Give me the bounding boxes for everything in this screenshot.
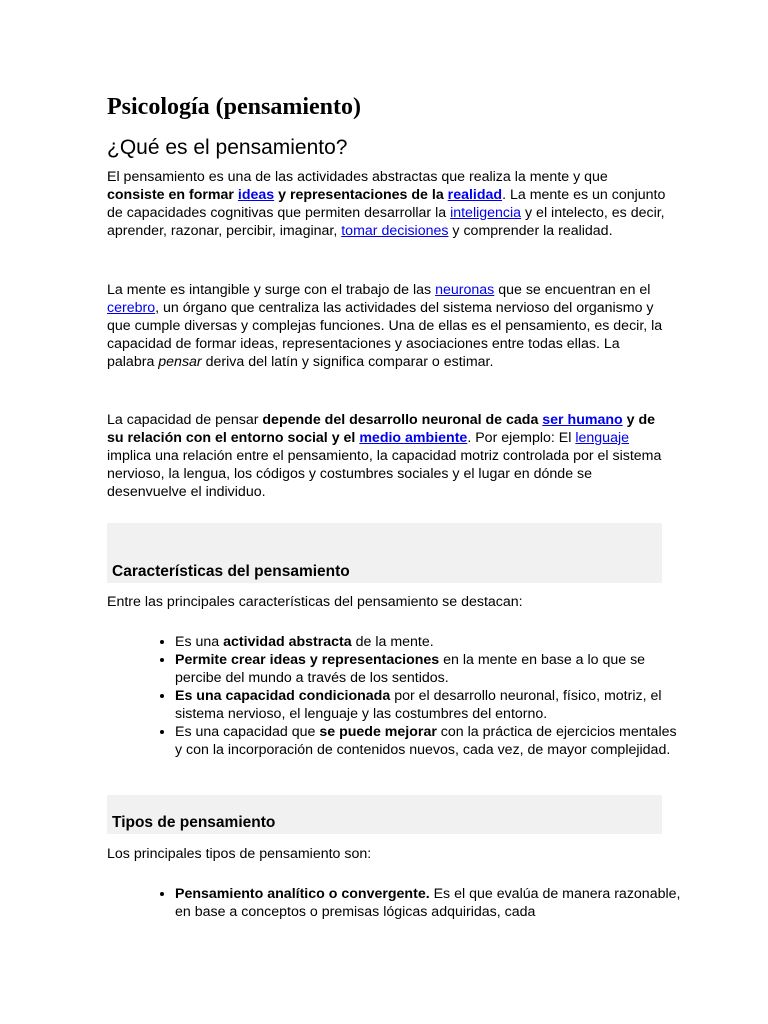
text: Es una capacidad que (175, 724, 320, 740)
text: y el intelecto, es decir, aprender, razonar, percibir, imaginar, (107, 205, 665, 239)
bold-text: Permite crear ideas y representaciones (175, 652, 440, 668)
link-cerebro[interactable]: cerebro (107, 300, 156, 316)
section-intro: Los principales tipos de pensamiento son: (107, 846, 372, 862)
text: La mente es intangible y surge con el trabajo de las (107, 282, 436, 298)
paragraph-definition (107, 168, 667, 240)
text: en la mente en base a lo que se percibe del mundo a través de los sentidos. (175, 652, 646, 686)
text: . Por ejemplo: El (467, 430, 576, 446)
text: y comprender la realidad. (448, 223, 613, 239)
text: por el desarrollo neuronal, físico, motriz, el sistema nervioso, el lenguaje y las costumbres del entorno. (175, 688, 662, 722)
document-title: Psicología (pensamiento) (107, 94, 361, 120)
link-medio-ambiente[interactable]: medio ambiente (359, 430, 468, 446)
text: La capacidad de pensar (107, 412, 263, 428)
link-tomar-decisiones[interactable]: tomar decisiones (341, 223, 449, 239)
section-intro: Entre las principales características del pensamiento se destacan: (107, 594, 523, 610)
list-item (175, 633, 685, 651)
text: El pensamiento es una de las actividades abstractas que realiza la mente y que (107, 169, 608, 185)
text: Es el que evalúa de manera razonable, en base a conceptos o premisas lógicas adquiridas, cada (175, 886, 681, 920)
text: Es una (175, 634, 224, 650)
text: implica una relación entre el pensamiento, la capacidad motriz controlada por el sistema nervioso, la lengua, los códigos y costumbres sociales y el lugar en dónde se desenvuelve el individuo. (107, 448, 662, 500)
link-lenguaje[interactable]: lenguaje (575, 430, 630, 446)
text: , un órgano que centraliza las actividades del sistema nervioso del organismo y que cumple diversas y complejas funciones. Una de ellas es el pensamiento, es decir, la capacidad de formar ideas, representaciones y asociaciones entre todas ellas. La palabra (107, 300, 663, 370)
text: de la mente. (351, 634, 434, 650)
text: que se encuentran en el (494, 282, 651, 298)
text: . La mente es un conjunto de capacidades cognitivas que permiten desarrollar la (107, 187, 666, 221)
bold-text: se puede mejorar (319, 724, 437, 740)
paragraph-capacity (107, 411, 667, 501)
bold-text: actividad abstracta (223, 634, 352, 650)
bold-text: y de su relación con el entorno social y el (107, 412, 656, 446)
bold-text: depende del desarrollo neuronal de cada (262, 412, 543, 428)
text: con la práctica de ejercicios mentales y con la incorporación de contenidos nuevos, cada vez, de mayor complejidad. (175, 724, 677, 758)
bold-text: consiste en formar (107, 187, 238, 203)
section-header-types (107, 795, 662, 834)
list-item (175, 687, 685, 723)
text: deriva del latín y significa comparar o estimar. (201, 354, 494, 370)
link-inteligencia[interactable]: inteligencia (450, 205, 522, 221)
bold-text: y representaciones de la (274, 187, 448, 203)
link-realidad[interactable]: realidad (447, 187, 503, 203)
section-header-characteristics (107, 523, 662, 583)
characteristics-list (152, 633, 685, 759)
section-title: Tipos de pensamiento (112, 814, 276, 831)
list-item (175, 723, 685, 759)
list-item (175, 651, 685, 687)
list-item (175, 885, 685, 921)
section-heading-what-is-thinking: ¿Qué es el pensamiento? (107, 136, 348, 159)
link-ser-humano[interactable]: ser humano (542, 412, 623, 428)
paragraph-mind (107, 281, 667, 371)
link-ideas[interactable]: ideas (237, 187, 275, 203)
link-neuronas[interactable]: neuronas (435, 282, 495, 298)
italic-text: pensar (158, 354, 202, 370)
section-title: Características del pensamiento (112, 563, 350, 580)
types-list (152, 885, 685, 921)
bold-text: Es una capacidad condicionada (175, 688, 391, 704)
bold-text: Pensamiento analítico o convergente. (175, 886, 430, 902)
